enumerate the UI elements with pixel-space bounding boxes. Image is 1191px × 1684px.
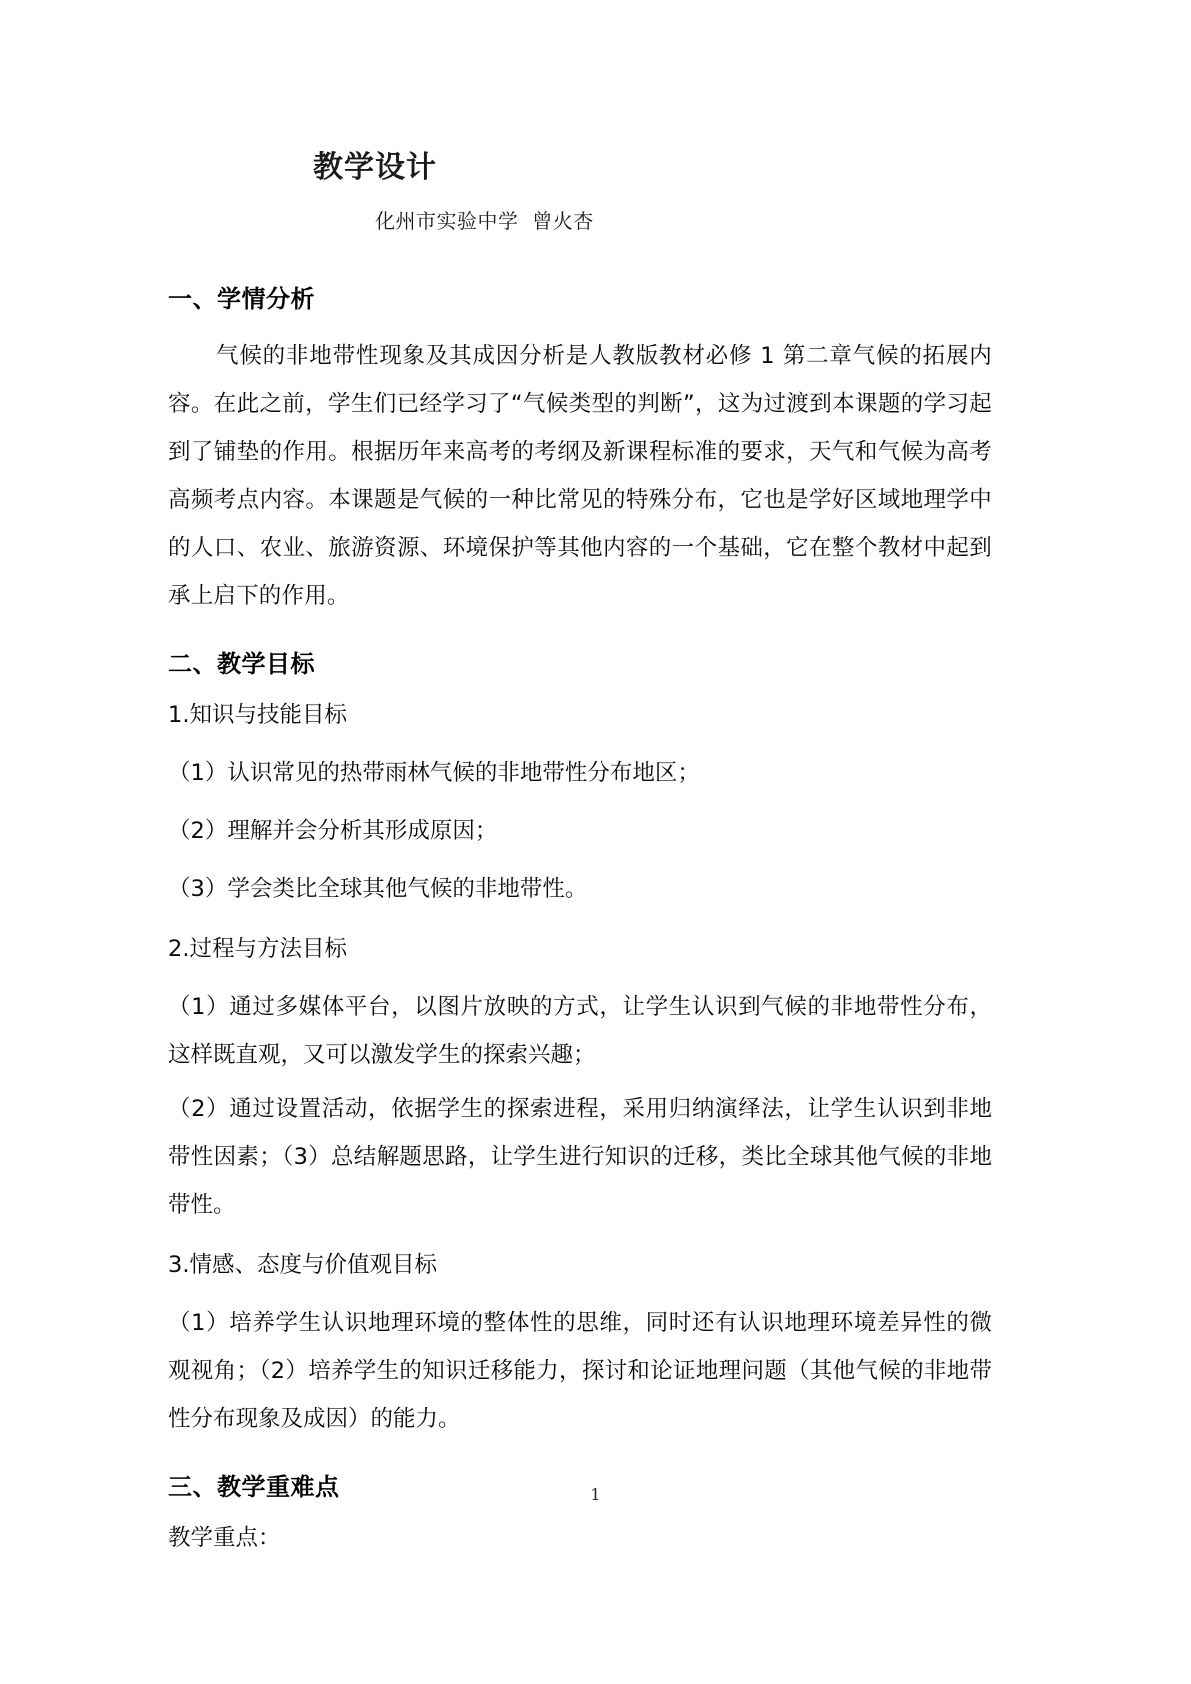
page-number: 1 [590, 1485, 601, 1504]
goal-emotion-attitude-heading: 3.情感、态度与价值观目标 [168, 1252, 437, 1278]
heading-section-one: 一、学情分析 [168, 285, 315, 313]
list-item: （1）培养学生认识地理环境的整体性的思维，同时还有认识地理环境差异性的微观视角；（2）培养学生的知识迁移能力，探讨和论证地理问题（其他气候的非地带性分布现象及成因）的能力。 [168, 1310, 992, 1432]
goal-knowledge-skill-heading: 1.知识与技能目标 [168, 702, 347, 728]
author-byline: 化州市实验中学 曾火杏 [375, 209, 594, 233]
goal-process-method-heading: 2.过程与方法目标 [168, 936, 347, 962]
document-body [168, 0, 992, 1562]
page-title: 教学设计 [313, 150, 437, 185]
heading-section-two: 二、教学目标 [168, 650, 315, 678]
list-item: （1）通过多媒体平台，以图片放映的方式，让学生认识到气候的非地带性分布，这样既直观，又可以激发学生的探索兴趣； [168, 994, 992, 1068]
list-item: （1）认识常见的热带雨林气候的非地带性分布地区； [168, 760, 700, 786]
heading-section-three: 三、教学重难点 [168, 1473, 340, 1501]
list-item: （3）学会类比全球其他气候的非地带性。 [168, 876, 588, 902]
section-one-paragraph: 气候的非地带性现象及其成因分析是人教版教材必修 1 第二章气候的拓展内容。在此之前，学生们已经学习了“气候类型的判断”，这为过渡到本课题的学习起到了铺垫的作用。根据历年来高考的考纲及新课程标准的要求，天气和气候为高考高频考点内容。本课题是气候的一种比常见的特殊分布，它也是学好区域地理学中的人口、农业、旅游资源、环境保护等其他内容的一个基础，它在整个教材中起到承上启下的作用。 [168, 343, 992, 609]
list-item: （2）通过设置活动，依据学生的探索进程，采用归纳演绎法，让学生认识到非地带性因素；（3）总结解题思路，让学生进行知识的迁移，类比全球其他气候的非地带性。 [168, 1096, 992, 1218]
key-point-label: 教学重点： [168, 1525, 281, 1551]
list-item: （2）理解并会分析其形成原因； [168, 818, 498, 844]
